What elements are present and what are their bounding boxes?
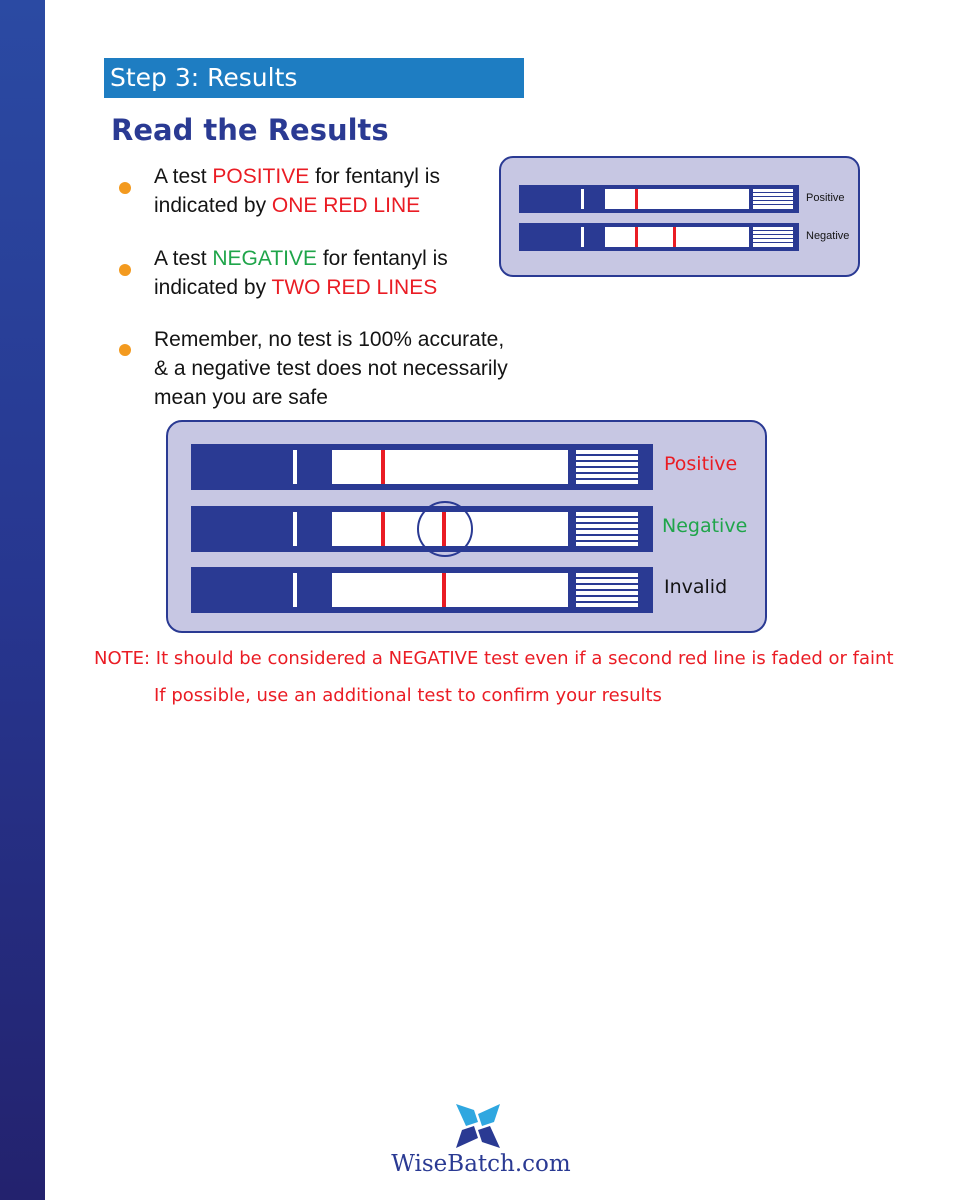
bullet-dot-icon	[119, 182, 131, 194]
bullet-dot-icon	[119, 344, 131, 356]
note-confirm-text: If possible, use an additional test to confirm your results	[154, 685, 662, 706]
label-invalid: Invalid	[664, 576, 728, 598]
test-red-line	[673, 227, 676, 247]
strip-absorbent-pad	[576, 512, 638, 546]
test-strip-positive-small	[519, 185, 799, 213]
label-positive: Positive	[664, 453, 738, 475]
one-red-line-highlight: ONE RED LINE	[271, 194, 421, 217]
reminder-line-1: Remember, no test is 100% accurate,	[154, 328, 505, 351]
strip-result-window	[605, 227, 749, 247]
test-strip-positive	[191, 444, 653, 490]
two-red-lines-highlight: TWO RED LINES	[271, 276, 438, 299]
strip-absorbent-pad	[753, 189, 793, 209]
strip-absorbent-pad	[753, 227, 793, 247]
bullet-dot-icon	[119, 264, 131, 276]
bullet-positive-line-1: A test POSITIVE for fentanyl is	[154, 165, 440, 188]
page-title: Read the Results	[111, 113, 389, 147]
strip-absorbent-pad	[576, 573, 638, 607]
strip-marker	[581, 189, 584, 209]
step-banner	[104, 58, 524, 98]
strip-result-window	[332, 450, 568, 484]
negative-highlight: NEGATIVE	[212, 247, 318, 270]
label-negative: Negative	[662, 515, 748, 537]
strip-marker	[293, 512, 297, 546]
sidebar-accent-bar	[0, 0, 45, 1200]
strip-absorbent-pad	[576, 450, 638, 484]
reminder-line-2: & a negative test does not necessarily	[154, 357, 508, 380]
wisebatch-logo-icon	[452, 1100, 504, 1152]
brand-name: WiseBatch.com	[391, 1151, 571, 1177]
control-red-line	[381, 512, 385, 546]
note-text: NOTE: It should be considered a NEGATIVE test even if a second red line is faded or faint	[94, 648, 894, 669]
bullet-negative-line-1: A test NEGATIVE for fentanyl is	[154, 247, 448, 270]
strip-result-window	[605, 189, 749, 209]
bullet-reminder	[154, 325, 508, 412]
reminder-line-3: mean you are safe	[154, 386, 328, 409]
control-red-line	[635, 189, 638, 209]
step-banner-label: Step 3: Results	[110, 63, 298, 92]
positive-highlight: POSITIVE	[212, 165, 310, 188]
highlight-circle-icon	[417, 501, 473, 557]
bullet-positive	[154, 162, 440, 220]
strip-marker	[581, 227, 584, 247]
test-strip-invalid	[191, 567, 653, 613]
test-red-line	[442, 573, 446, 607]
test-strip-negative-small	[519, 223, 799, 251]
strip-result-window	[332, 573, 568, 607]
bullet-positive-line-2: indicated by ONE RED LINE	[154, 194, 421, 217]
small-label-negative: Negative	[806, 230, 850, 242]
bullet-negative	[154, 244, 448, 302]
small-test-strip-diagram	[499, 156, 860, 277]
strip-marker	[293, 450, 297, 484]
bullet-negative-line-2: indicated by TWO RED LINES	[154, 276, 438, 299]
control-red-line	[381, 450, 385, 484]
control-red-line	[635, 227, 638, 247]
strip-marker	[293, 573, 297, 607]
small-label-positive: Positive	[806, 192, 845, 204]
large-test-strip-diagram	[166, 420, 767, 633]
